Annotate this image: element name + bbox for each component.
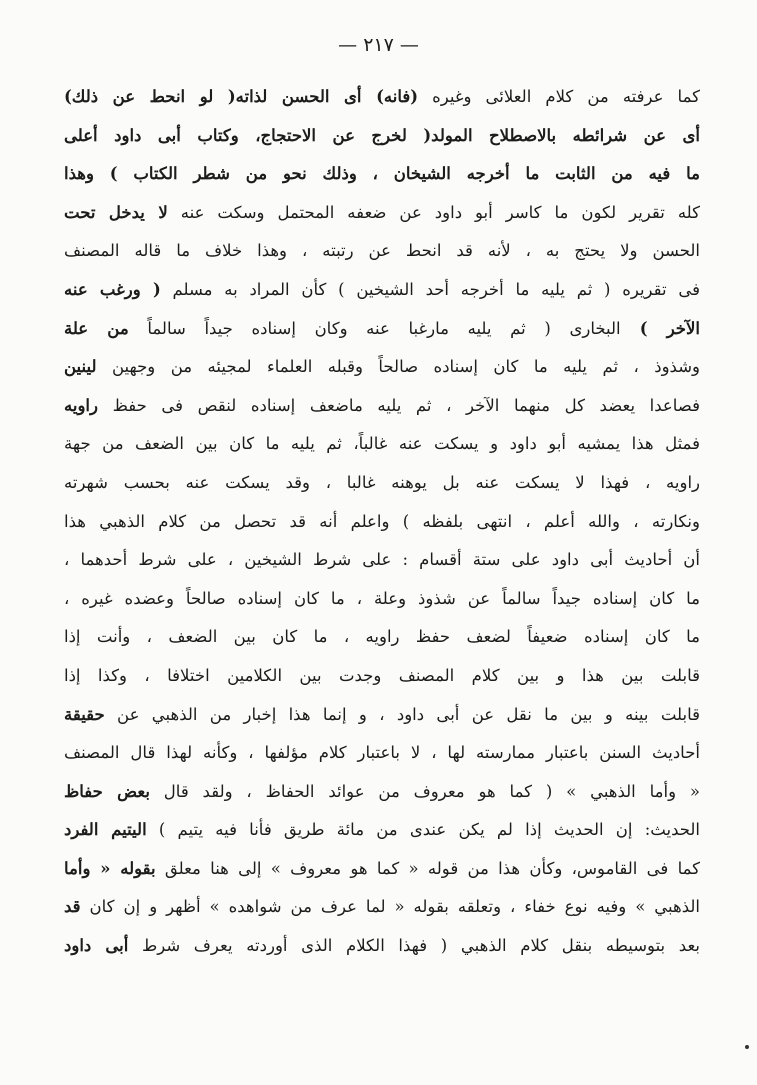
text-line — [64, 927, 700, 966]
text-segment: كما فى القاموس، وكأن هذا من قوله « كما هو معروف » إلى هنا معلق — [155, 858, 700, 878]
bold-text-segment: (فانه) أى الحسن لذاته( لو انحط عن ذلك) — [64, 87, 419, 106]
text-line — [64, 348, 700, 387]
bold-text-segment: بعض حفاظ — [64, 781, 150, 801]
text-line — [64, 425, 700, 464]
text-segment: كله تقرير لكون ما كاسر أبو داود عن ضعفه المحتمل وسكت عنه — [167, 202, 700, 222]
body-text — [64, 78, 700, 966]
bold-text-segment: لينين — [64, 357, 97, 377]
bold-text-segment: من علة — [64, 318, 129, 338]
text-line — [64, 78, 700, 117]
text-line — [64, 232, 700, 271]
text-line — [64, 271, 700, 310]
text-segment: فصاعدا يعضد كل منهما الآخر ، ثم يليه ماضعف إسناده لنقص فى حفظ — [97, 395, 700, 415]
text-segment: ما كان إسناده ضعيفاً لضعف حفظ راويه ، ما كان بين الضعف ، وأنت إذا — [64, 627, 700, 647]
text-line — [64, 541, 700, 580]
bold-text-segment: أبى داود — [64, 936, 129, 956]
text-line — [64, 117, 700, 156]
bold-text-segment: الآخر ) — [620, 318, 700, 338]
text-segment: الحسن ولا يحتج به ، لأنه قد انحط عن رتبته ، وهذا خلاف ما قاله المصنف — [64, 241, 700, 261]
bold-text-segment: حقيقة — [64, 704, 105, 724]
bold-text-segment: ( ورغب عنه — [64, 279, 161, 299]
text-segment: البخارى ( ثم يليه مارغبا عنه وكان إسناده جيداً سالماً — [128, 318, 621, 338]
bold-text-segment: بقوله « وأما — [64, 858, 156, 878]
text-segment: فمثل هذا يمشيه أبو داود و يسكت عنه غالباً، ثم يليه ما كان بين الضعف من جهة — [64, 434, 700, 454]
text-segment: الذهبي » وفيه نوع خفاء ، وتعلقه بقوله « لما عرف من شواهده » أظهر و إن كان — [80, 897, 700, 917]
text-line — [64, 464, 700, 503]
text-line — [64, 310, 700, 349]
bold-text-segment: اليتيم الفرد — [64, 820, 147, 840]
text-segment: ونكارته ، والله أعلم ، انتهى بلفظه ) واعلم أنه قد تحصل من كلام الذهبي هذا — [64, 511, 700, 531]
text-segment: كما عرفته من كلام العلائى وغيره — [418, 87, 700, 106]
bold-text-segment: ما فيه من الثابت ما أخرجه الشيخان ، — [356, 164, 700, 184]
text-line — [64, 194, 700, 233]
text-line — [64, 618, 700, 657]
text-line — [64, 696, 700, 735]
text-segment: فى تقريره ( ثم يليه ما أخرجه أحد الشيخين ) كأن المراد به مسلم — [160, 279, 700, 299]
text-segment: قابلت بينه و بين ما نقل عن أبى داود ، و إنما هذا إخبار من الذهبي عن — [104, 704, 700, 724]
bold-text-segment: راويه — [64, 395, 98, 415]
page-number: — ٢١٧ — — [338, 34, 419, 56]
text-line — [64, 580, 700, 619]
text-line — [64, 888, 700, 927]
text-line — [64, 850, 700, 889]
text-segment: الحديث: إن الحديث إذا لم يكن عندى من مائة طريق فأنا فيه يتيم ) — [146, 820, 700, 840]
text-segment: بعد بتوسيطه بنقل كلام الذهبي ( فهذا الكلام الذى أوردته يعرف شرط — [128, 936, 700, 956]
text-segment: ما كان إسناده جيداً سالماً عن شذوذ وعلة ، ما كان إسناده صالحاً وعضده غيره ، — [64, 588, 700, 608]
text-line — [64, 811, 700, 850]
text-segment: قابلت بين هذا و بين كلام المصنف وجدت بين الكلامين اختلافا ، وكذا إذا — [64, 665, 700, 685]
text-segment: راويه ، فهذا لا يسكت عنه بل يوهنه غالبا ، وقد يسكت عنه بحسب شهرته — [64, 472, 700, 492]
text-segment: أن أحاديث أبى داود على ستة أقسام : على شرط الشيخين ، على شرط أحدهما ، — [64, 550, 700, 570]
text-line — [64, 155, 700, 194]
text-segment: وشذوذ ، ثم يليه ما كان إسناده صالحاً وقبله العلماء لمجيئه من وجهين — [96, 357, 700, 377]
text-segment: « وأما الذهبي » ( كما هو معروف من عوائد الحفاظ ، ولقد قال — [149, 781, 700, 801]
text-line — [64, 503, 700, 542]
text-line — [64, 773, 700, 812]
text-segment: أحاديث السنن باعتبار ممارسته لها ، لا باعتبار كلام مؤلفها ، وكأنه لهذا قال المصنف — [64, 743, 700, 763]
bold-text-segment: قد — [64, 897, 81, 917]
text-line — [64, 657, 700, 696]
bold-text-segment: لا يدخل تحت — [64, 202, 168, 222]
bold-text-segment: وذلك نحو من شطر الكتاب ) وهذا — [64, 164, 357, 184]
bold-text-segment: أى عن شرائطه بالاصطلاح المولد( لخرج عن الاحتجاج، وكتاب أبى داود أعلى — [64, 125, 700, 145]
text-line — [64, 734, 700, 773]
text-line — [64, 387, 700, 426]
margin-dot — [745, 1045, 749, 1049]
